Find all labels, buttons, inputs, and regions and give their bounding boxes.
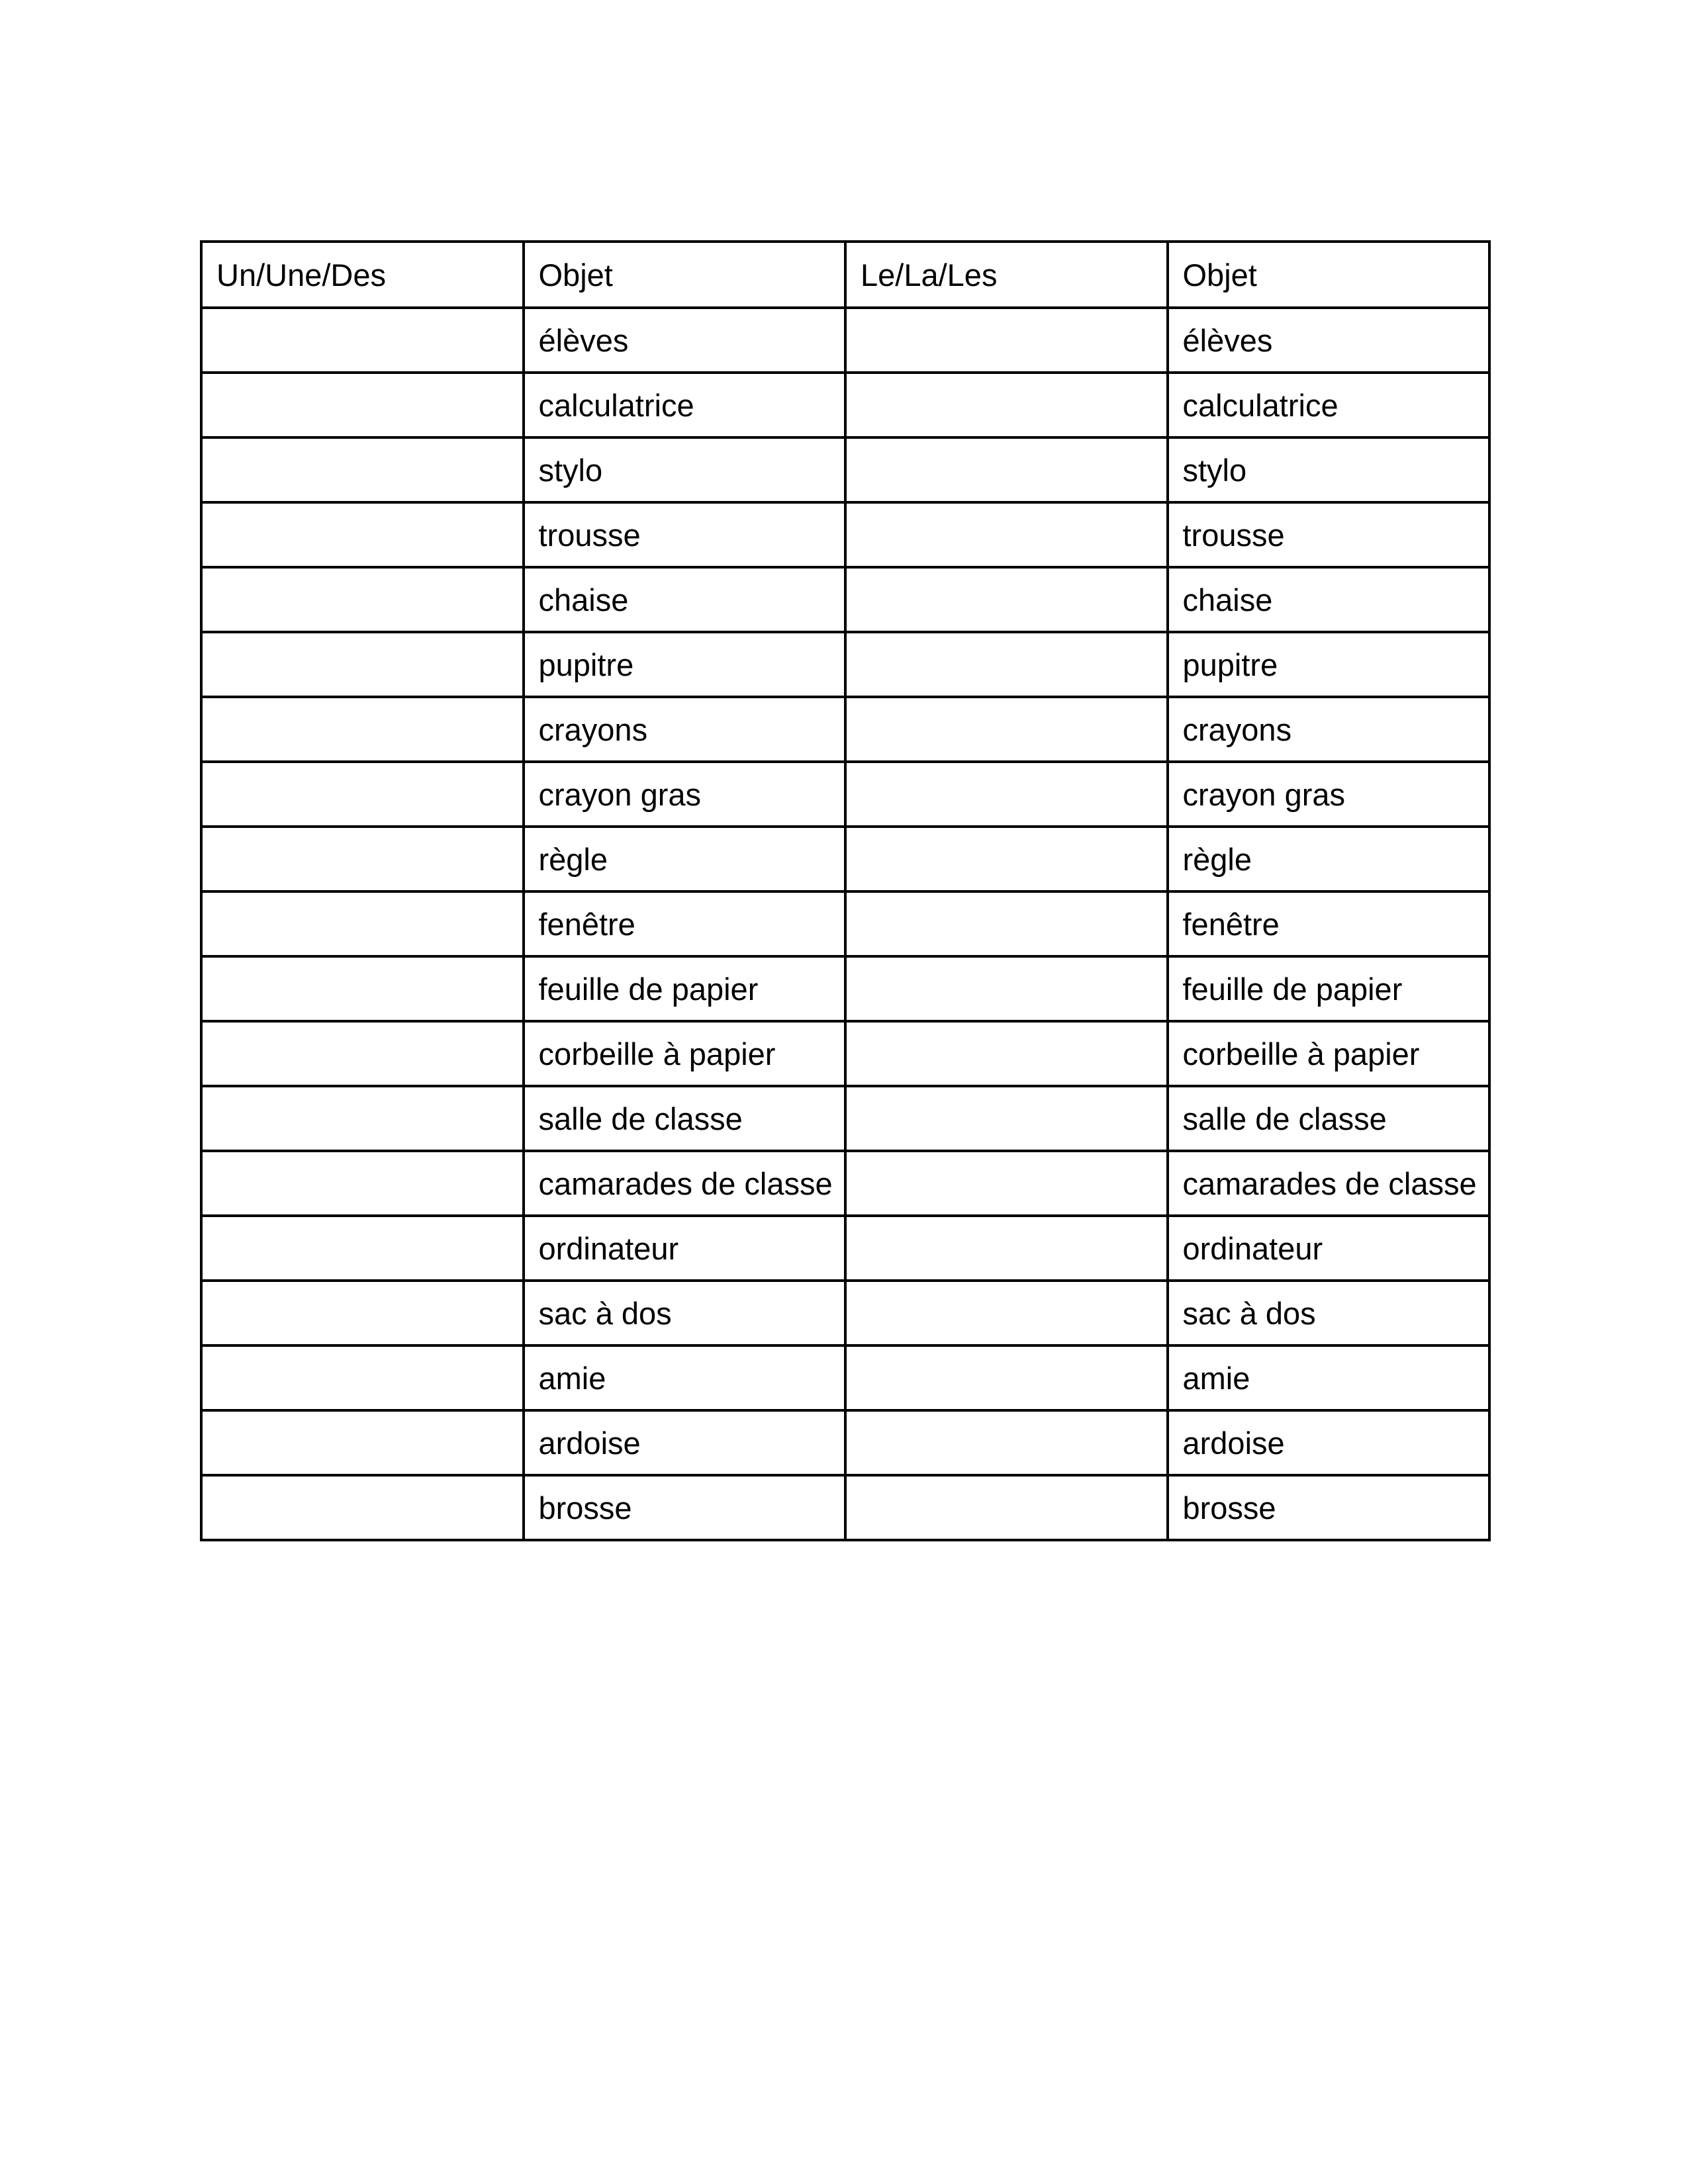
answer-cell-indefinite-article[interactable] [201, 1021, 524, 1086]
answer-cell-indefinite-article[interactable] [201, 697, 524, 762]
object-word-cell: stylo [1168, 437, 1490, 502]
answer-cell-definite-article[interactable] [845, 567, 1168, 632]
header-un-une-des: Un/Une/Des [201, 242, 524, 308]
answer-cell-indefinite-article[interactable] [201, 1086, 524, 1151]
object-word-cell: crayons [1168, 697, 1490, 762]
table-row [201, 1281, 1489, 1345]
table-row [201, 1410, 1489, 1475]
header-objet-left: Objet [524, 242, 846, 308]
object-word-cell: ordinateur [1168, 1216, 1490, 1281]
answer-cell-definite-article[interactable] [845, 308, 1168, 373]
answer-cell-indefinite-article[interactable] [201, 567, 524, 632]
object-word-cell: calculatrice [1168, 373, 1490, 437]
object-word-cell: crayons [524, 697, 846, 762]
table-row [201, 632, 1489, 697]
object-word-cell: pupitre [524, 632, 846, 697]
object-word-cell: pupitre [1168, 632, 1490, 697]
object-word-cell: crayon gras [1168, 762, 1490, 827]
object-word-cell: feuille de papier [524, 956, 846, 1021]
answer-cell-indefinite-article[interactable] [201, 827, 524, 891]
answer-cell-indefinite-article[interactable] [201, 891, 524, 956]
object-word-cell: salle de classe [524, 1086, 846, 1151]
answer-cell-definite-article[interactable] [845, 632, 1168, 697]
answer-cell-indefinite-article[interactable] [201, 1345, 524, 1410]
object-word-cell: ardoise [524, 1410, 846, 1475]
table-row [201, 1345, 1489, 1410]
answer-cell-definite-article[interactable] [845, 1475, 1168, 1540]
answer-cell-indefinite-article[interactable] [201, 308, 524, 373]
answer-cell-indefinite-article[interactable] [201, 632, 524, 697]
answer-cell-definite-article[interactable] [845, 1345, 1168, 1410]
object-word-cell: brosse [1168, 1475, 1490, 1540]
object-word-cell: corbeille à papier [524, 1021, 846, 1086]
object-word-cell: crayon gras [524, 762, 846, 827]
answer-cell-indefinite-article[interactable] [201, 762, 524, 827]
object-word-cell: chaise [1168, 567, 1490, 632]
object-word-cell: calculatrice [524, 373, 846, 437]
answer-cell-definite-article[interactable] [845, 697, 1168, 762]
table-row [201, 502, 1489, 567]
answer-cell-indefinite-article[interactable] [201, 437, 524, 502]
answer-cell-indefinite-article[interactable] [201, 956, 524, 1021]
table-row [201, 373, 1489, 437]
answer-cell-definite-article[interactable] [845, 502, 1168, 567]
answer-cell-definite-article[interactable] [845, 1086, 1168, 1151]
answer-cell-indefinite-article[interactable] [201, 1410, 524, 1475]
table-row [201, 437, 1489, 502]
object-word-cell: trousse [524, 502, 846, 567]
object-word-cell: brosse [524, 1475, 846, 1540]
table-row [201, 1086, 1489, 1151]
answer-cell-indefinite-article[interactable] [201, 1475, 524, 1540]
table-row [201, 827, 1489, 891]
object-word-cell: feuille de papier [1168, 956, 1490, 1021]
table-row [201, 1151, 1489, 1216]
answer-cell-definite-article[interactable] [845, 827, 1168, 891]
object-word-cell: sac à dos [524, 1281, 846, 1345]
answer-cell-definite-article[interactable] [845, 1021, 1168, 1086]
table-row [201, 956, 1489, 1021]
answer-cell-indefinite-article[interactable] [201, 373, 524, 437]
answer-cell-definite-article[interactable] [845, 373, 1168, 437]
object-word-cell: camarades de classe [524, 1151, 846, 1216]
table-row [201, 1216, 1489, 1281]
table-row [201, 308, 1489, 373]
object-word-cell: salle de classe [1168, 1086, 1490, 1151]
table-row [201, 891, 1489, 956]
answer-cell-definite-article[interactable] [845, 1410, 1168, 1475]
object-word-cell: chaise [524, 567, 846, 632]
table-row [201, 1475, 1489, 1540]
object-word-cell: fenêtre [524, 891, 846, 956]
header-le-la-les: Le/La/Les [845, 242, 1168, 308]
object-word-cell: amie [524, 1345, 846, 1410]
object-word-cell: fenêtre [1168, 891, 1490, 956]
object-word-cell: élèves [524, 308, 846, 373]
object-word-cell: élèves [1168, 308, 1490, 373]
table-row [201, 567, 1489, 632]
answer-cell-definite-article[interactable] [845, 762, 1168, 827]
object-word-cell: camarades de classe [1168, 1151, 1490, 1216]
answer-cell-indefinite-article[interactable] [201, 1216, 524, 1281]
answer-cell-definite-article[interactable] [845, 891, 1168, 956]
object-word-cell: sac à dos [1168, 1281, 1490, 1345]
header-row [201, 242, 1489, 308]
answer-cell-definite-article[interactable] [845, 1281, 1168, 1345]
object-word-cell: règle [1168, 827, 1490, 891]
object-word-cell: amie [1168, 1345, 1490, 1410]
answer-cell-indefinite-article[interactable] [201, 1281, 524, 1345]
answer-cell-definite-article[interactable] [845, 1216, 1168, 1281]
answer-cell-definite-article[interactable] [845, 437, 1168, 502]
answer-cell-definite-article[interactable] [845, 1151, 1168, 1216]
object-word-cell: stylo [524, 437, 846, 502]
object-word-cell: ordinateur [524, 1216, 846, 1281]
table-row [201, 762, 1489, 827]
object-word-cell: corbeille à papier [1168, 1021, 1490, 1086]
object-word-cell: règle [524, 827, 846, 891]
header-objet-right: Objet [1168, 242, 1490, 308]
object-word-cell: trousse [1168, 502, 1490, 567]
table-row [201, 697, 1489, 762]
object-word-cell: ardoise [1168, 1410, 1490, 1475]
table-row [201, 1021, 1489, 1086]
french-vocabulary-worksheet-table [200, 240, 1491, 1541]
answer-cell-indefinite-article[interactable] [201, 1151, 524, 1216]
answer-cell-indefinite-article[interactable] [201, 502, 524, 567]
answer-cell-definite-article[interactable] [845, 956, 1168, 1021]
